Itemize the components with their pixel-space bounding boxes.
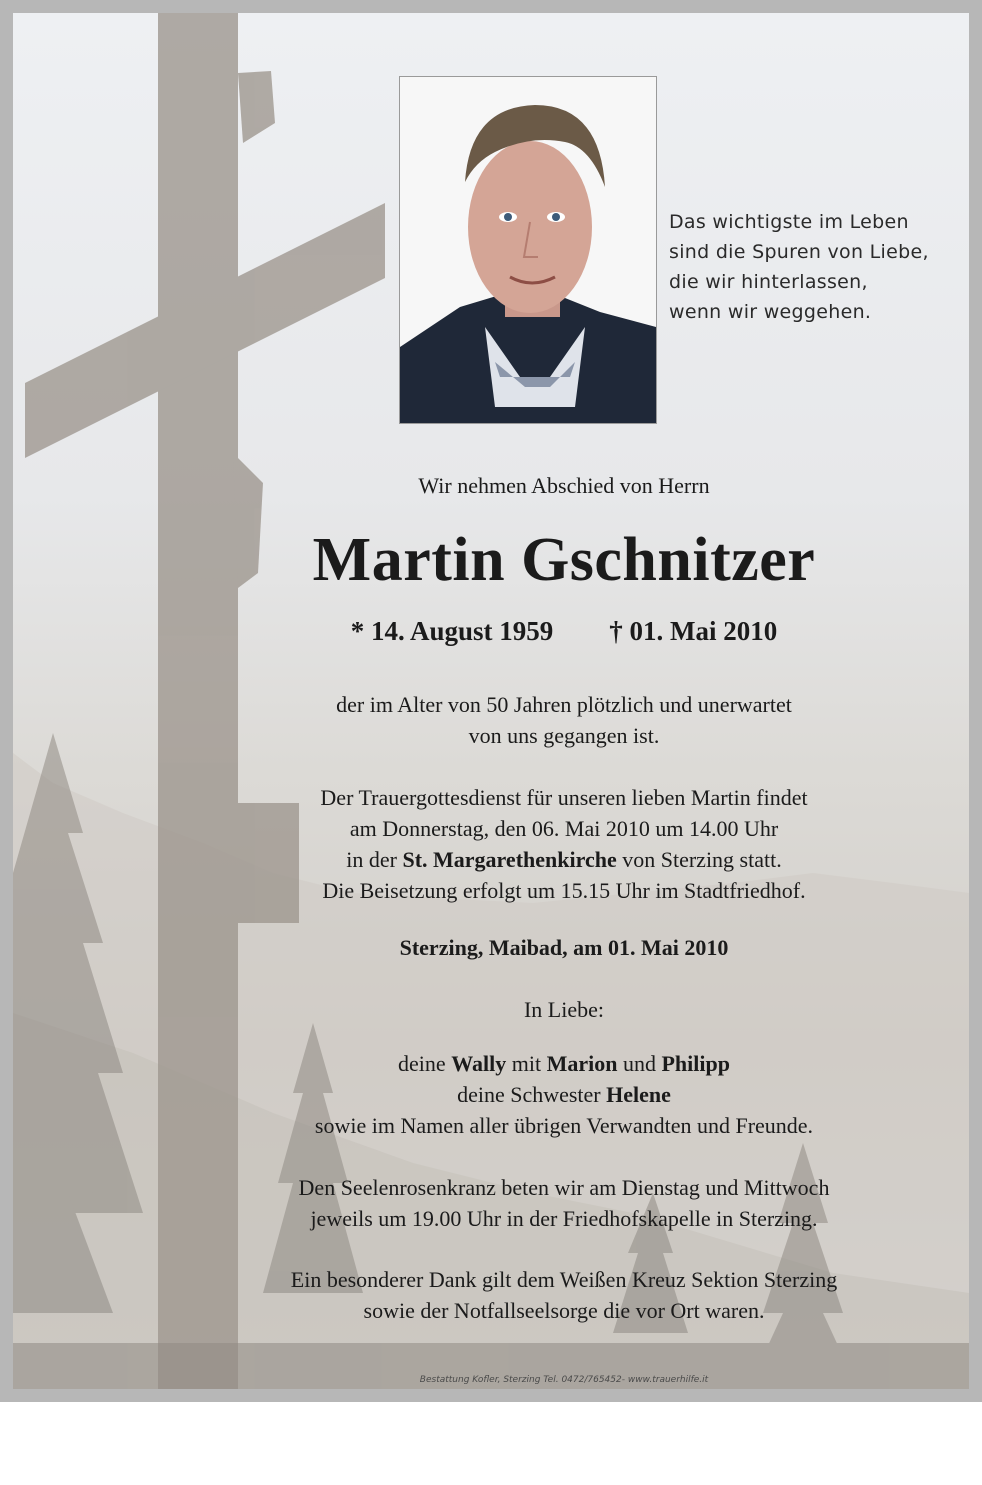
- in-love-heading: In Liebe:: [523, 997, 605, 1022]
- mourners-list: [232, 1048, 896, 1141]
- passing-paragraph: [232, 689, 896, 751]
- funeral-home-footer: Bestattung Kofler, Sterzing Tel. 0472/765452- www.trauerhilfe.it: [419, 1375, 709, 1385]
- text-line: von uns gegangen ist.: [468, 723, 660, 748]
- mourner-name: Wally: [451, 1051, 507, 1076]
- text-fragment: und: [617, 1051, 662, 1076]
- text-line: [232, 1079, 896, 1110]
- text-line: [232, 844, 896, 875]
- death-date: † 01. Mai 2010: [609, 616, 778, 646]
- place-and-date: Sterzing, Maibad, am 01. Mai 2010: [399, 935, 729, 960]
- memorial-quote: [669, 207, 969, 327]
- text-line: der im Alter von 50 Jahren plötzlich und unerwartet: [336, 692, 792, 717]
- thanks-paragraph: [232, 1264, 896, 1326]
- text-line: am Donnerstag, den 06. Mai 2010 um 14.00 Uhr: [349, 816, 779, 841]
- text-fragment: mit: [506, 1051, 547, 1076]
- service-paragraph: [232, 782, 896, 906]
- text-line: Der Trauergottesdienst für unseren lieben Martin findet: [320, 785, 808, 810]
- rosary-paragraph: [232, 1172, 896, 1234]
- quote-line: wenn wir weggehen.: [669, 301, 872, 323]
- deceased-name: Martin Gschnitzer: [312, 526, 816, 594]
- text-line: sowie im Namen aller übrigen Verwandten und Freunde.: [314, 1113, 814, 1138]
- life-dates: [232, 616, 896, 647]
- text-line: sowie der Notfallseelsorge die vor Ort waren.: [363, 1298, 765, 1323]
- mourner-name: Helene: [606, 1082, 671, 1107]
- birth-date: * 14. August 1959: [350, 616, 554, 646]
- text-line: [232, 1048, 896, 1079]
- portrait-image: [400, 77, 656, 423]
- farewell-intro: Wir nehmen Abschied von Herrn: [418, 473, 710, 498]
- text-line: Den Seelenrosenkranz beten wir am Dienstag und Mittwoch: [298, 1175, 830, 1200]
- text-line: jeweils um 19.00 Uhr in der Friedhofskapelle in Sterzing.: [310, 1206, 818, 1231]
- church-name: St. Margarethenkirche: [402, 847, 617, 872]
- quote-line: sind die Spuren von Liebe,: [669, 241, 929, 263]
- portrait-photo: [399, 76, 657, 424]
- text-line: Ein besonderer Dank gilt dem Weißen Kreuz Sektion Sterzing: [290, 1267, 838, 1292]
- death-notice-card: [13, 13, 969, 1389]
- text-fragment: deine: [398, 1051, 452, 1076]
- mourner-name: Philipp: [661, 1051, 730, 1076]
- text-fragment: in der: [346, 847, 403, 872]
- text-fragment: deine Schwester: [457, 1082, 607, 1107]
- text-line: Die Beisetzung erfolgt um 15.15 Uhr im Stadtfriedhof.: [322, 878, 806, 903]
- mourner-name: Marion: [546, 1051, 618, 1076]
- quote-line: Das wichtigste im Leben: [669, 211, 909, 233]
- text-fragment: von Sterzing statt.: [616, 847, 782, 872]
- quote-line: die wir hinterlassen,: [669, 271, 868, 293]
